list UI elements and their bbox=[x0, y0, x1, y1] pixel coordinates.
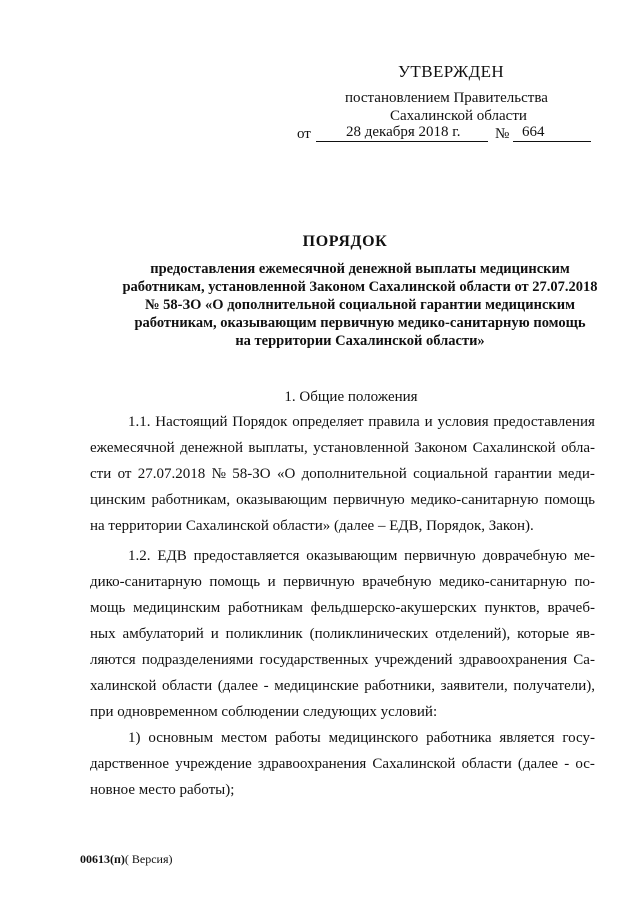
word: здравоохранения bbox=[458, 652, 568, 668]
word: установленной bbox=[313, 440, 409, 456]
word: ляются bbox=[90, 652, 136, 668]
word: заявители, bbox=[440, 678, 508, 694]
word: дико-санитарную bbox=[90, 574, 202, 590]
paragraph-text bbox=[128, 414, 595, 431]
word: - bbox=[564, 756, 570, 772]
word: денежной bbox=[180, 440, 243, 456]
word: помощь bbox=[209, 574, 261, 590]
document-footer bbox=[80, 852, 173, 867]
word: государственных bbox=[259, 652, 369, 668]
word: фельдшерско-акушерских bbox=[310, 600, 477, 616]
document-subtitle-line: на территории Сахалинской области» bbox=[235, 333, 485, 349]
word: помощь bbox=[544, 492, 595, 508]
paragraph-text bbox=[90, 466, 595, 483]
list-item-line-last: новное место работы); bbox=[90, 782, 235, 798]
word: медицинского bbox=[328, 730, 419, 746]
word: Сахалинской bbox=[372, 756, 456, 772]
paragraph-line bbox=[90, 466, 595, 483]
word: дарственное bbox=[90, 756, 170, 772]
paragraph-line bbox=[90, 440, 595, 457]
approval-stamp-title: УТВЕРЖДЕН bbox=[398, 62, 505, 81]
word: дополнительной bbox=[301, 466, 407, 482]
word: Настоящий bbox=[155, 414, 228, 430]
document-version: ( Версия) bbox=[124, 852, 173, 866]
paragraph-text bbox=[90, 600, 595, 617]
word: (поликлинических bbox=[309, 626, 429, 642]
word: доврачебную bbox=[482, 548, 567, 564]
list-item-text bbox=[90, 756, 595, 773]
word: медико-санитарную bbox=[410, 492, 539, 508]
word: 58-ЗО bbox=[232, 466, 271, 482]
document-subtitle-line: работникам, оказывающим первичную медико-санитарную помощь bbox=[134, 315, 586, 331]
word: работы bbox=[275, 730, 321, 746]
word: выплаты, bbox=[248, 440, 308, 456]
word: предоставления bbox=[493, 414, 595, 430]
paragraph-line bbox=[90, 600, 595, 617]
document-title: ПОРЯДОК bbox=[302, 233, 388, 250]
word: работника bbox=[426, 730, 492, 746]
word: социальной bbox=[413, 466, 489, 482]
word: здравоохранения bbox=[257, 756, 367, 772]
word: пунктов, bbox=[484, 600, 540, 616]
word: первичную bbox=[283, 574, 355, 590]
word: работники, bbox=[364, 678, 436, 694]
approval-date-prefix: от bbox=[297, 126, 311, 142]
word: предоставляется bbox=[193, 548, 300, 564]
word: сти bbox=[90, 466, 112, 482]
paragraph-text bbox=[90, 574, 595, 591]
word: медико-санитарную bbox=[439, 574, 567, 590]
word: оказывающим bbox=[306, 548, 398, 564]
word: госу- bbox=[562, 730, 595, 746]
paragraph-text bbox=[90, 652, 595, 669]
word: Порядок bbox=[232, 414, 288, 430]
word: ных bbox=[90, 626, 116, 642]
section-heading: 1. Общие положения bbox=[284, 389, 418, 405]
word: работникам bbox=[227, 600, 303, 616]
word: первичную bbox=[333, 492, 405, 508]
word: и bbox=[210, 626, 219, 642]
word: правила bbox=[368, 414, 420, 430]
paragraph-line bbox=[90, 652, 595, 669]
word: первичную bbox=[404, 548, 476, 564]
word: которые bbox=[517, 626, 570, 642]
word: ежемесячной bbox=[90, 440, 175, 456]
paragraph-line-last: на территории Сахалинской области» (далее – ЕДВ, Порядок, Закон). bbox=[90, 518, 534, 534]
word: Сахалинской bbox=[472, 440, 556, 456]
word: поликлиник bbox=[225, 626, 303, 642]
document-code: 00613(п) bbox=[80, 852, 125, 866]
word: гарантии bbox=[494, 466, 552, 482]
paragraph-text bbox=[128, 548, 595, 565]
paragraph-line bbox=[90, 626, 595, 643]
word: врачеб- bbox=[547, 600, 595, 616]
word: № bbox=[211, 466, 226, 482]
word: мощь bbox=[90, 600, 126, 616]
word: местом bbox=[220, 730, 268, 746]
document-subtitle-line: № 58-ЗО «О дополнительной социальной гарантии медицинским bbox=[144, 297, 576, 313]
word: 27.07.2018 bbox=[137, 466, 206, 482]
approval-number-sign: № bbox=[495, 126, 510, 142]
word: 1.1. bbox=[128, 414, 151, 430]
word: ос- bbox=[575, 756, 595, 772]
word: Законом bbox=[414, 440, 468, 456]
word: работникам, bbox=[151, 492, 231, 508]
list-item-line bbox=[90, 756, 595, 773]
word: (далее bbox=[217, 678, 258, 694]
word: и bbox=[267, 574, 276, 590]
word: учреждение bbox=[175, 756, 252, 772]
word: является bbox=[499, 730, 555, 746]
word: 1.2. bbox=[128, 548, 151, 564]
word: меди- bbox=[558, 466, 595, 482]
document-subtitle-line: работникам, установленной Законом Сахалинской области от 27.07.2018 bbox=[122, 279, 598, 295]
word: халинской bbox=[90, 678, 157, 694]
word: области bbox=[161, 678, 213, 694]
word: амбулаторий bbox=[122, 626, 204, 642]
word: обла- bbox=[561, 440, 595, 456]
paragraph-line bbox=[128, 414, 595, 431]
paragraph-line-last: при одновременном соблюдении следующих условий: bbox=[90, 704, 438, 720]
paragraph-line bbox=[90, 678, 595, 695]
paragraph-line bbox=[90, 574, 595, 591]
word: 1) bbox=[128, 730, 141, 746]
paragraph-text bbox=[90, 440, 595, 457]
approval-date-underline bbox=[316, 141, 488, 142]
word: подразделениями bbox=[141, 652, 254, 668]
word: условия bbox=[437, 414, 489, 430]
paragraph-text bbox=[90, 678, 595, 695]
list-item-line bbox=[128, 730, 595, 747]
word: Са- bbox=[573, 652, 595, 668]
word: и bbox=[424, 414, 433, 430]
word: врачебную bbox=[362, 574, 432, 590]
word: отделений), bbox=[435, 626, 511, 642]
word: оказывающим bbox=[236, 492, 328, 508]
word: цинским bbox=[90, 492, 146, 508]
approval-number: 664 bbox=[522, 124, 545, 140]
word: (далее bbox=[517, 756, 559, 772]
word: медицинским bbox=[133, 600, 221, 616]
word: от bbox=[117, 466, 132, 482]
word: яв- bbox=[576, 626, 595, 642]
word: медицинские bbox=[274, 678, 359, 694]
word: учреждений bbox=[374, 652, 453, 668]
approval-number-underline bbox=[513, 141, 591, 142]
paragraph-text bbox=[90, 492, 595, 509]
word: получатели), bbox=[513, 678, 595, 694]
approval-decree-line: постановлением Правительства bbox=[345, 90, 548, 106]
document-subtitle-line: предоставления ежемесячной денежной выплаты медицинским bbox=[150, 261, 570, 277]
approval-region-line: Сахалинской области bbox=[390, 108, 527, 124]
word: основным bbox=[148, 730, 214, 746]
paragraph-line bbox=[128, 548, 595, 565]
word: «О bbox=[276, 466, 296, 482]
paragraph-line bbox=[90, 492, 595, 509]
approval-date: 28 декабря 2018 г. bbox=[346, 124, 461, 140]
word: области bbox=[461, 756, 512, 772]
word: ЕДВ bbox=[157, 548, 187, 564]
word: ме- bbox=[573, 548, 595, 564]
list-item-text bbox=[128, 730, 595, 747]
word: по- bbox=[574, 574, 595, 590]
paragraph-text bbox=[90, 626, 595, 643]
word: - bbox=[263, 678, 269, 694]
word: определяет bbox=[292, 414, 364, 430]
